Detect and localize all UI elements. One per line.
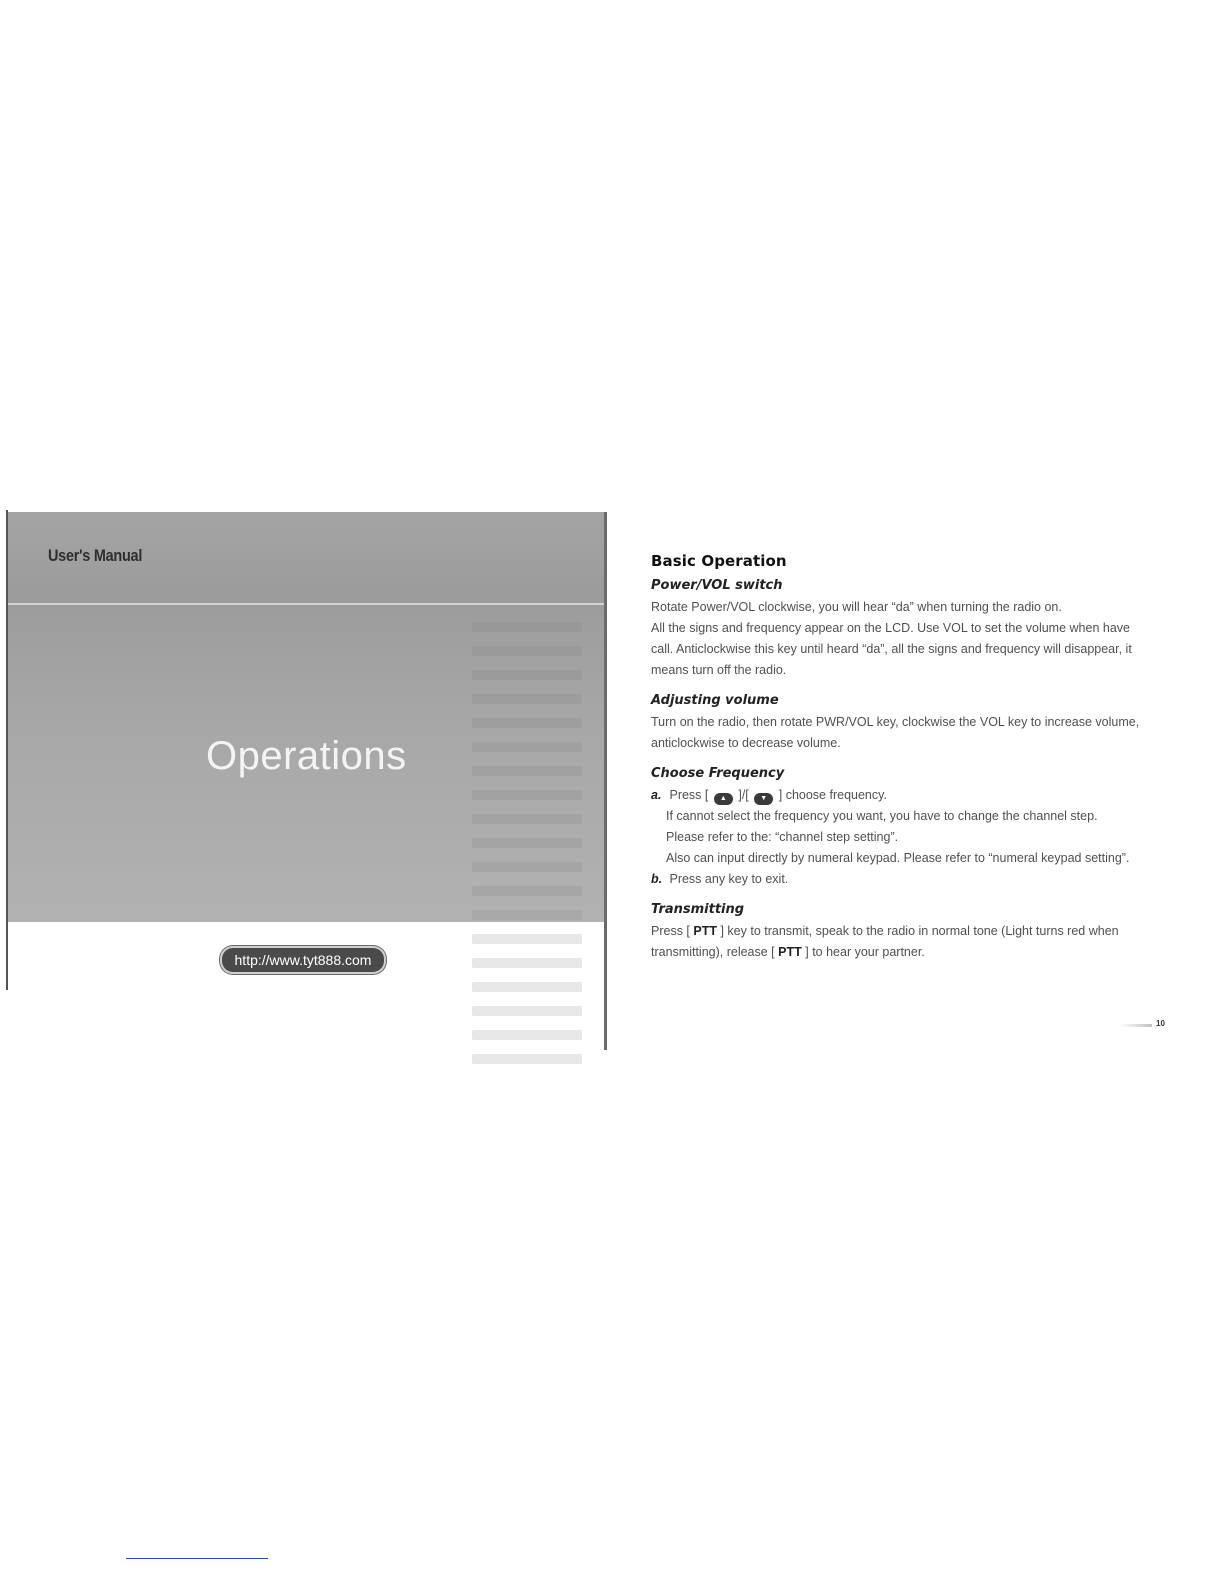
step-a-rest: ] choose frequency. [778, 788, 887, 802]
step-a [651, 785, 1176, 806]
section-title: Basic Operation [651, 552, 787, 570]
website-url-badge[interactable]: http://www.tyt888.com [220, 946, 386, 974]
transmit-partner: ] to hear your partner. [805, 945, 925, 959]
step-a-press: Press [ [669, 788, 709, 802]
transmitting-body [651, 921, 1176, 963]
text-line: Also can input directly by numeral keypad. Please refer to “numeral keypad setting”. [666, 851, 1130, 865]
adjusting-volume-section [651, 693, 1176, 754]
up-arrow-key-icon: ▲ [714, 793, 733, 805]
power-vol-heading: Power/VOL switch [651, 578, 783, 593]
text-line: All the signs and frequency appear on the LCD. Use VOL to set the volume when have [651, 621, 1130, 635]
text-line: Turn on the radio, then rotate PWR/VOL key, clockwise the VOL key to increase volume, [651, 715, 1140, 729]
transmit-release: transmitting), release [ [651, 945, 775, 959]
transmit-rest: ] key to transmit, speak to the radio in normal tone (Light turns red when [720, 924, 1119, 938]
left-page [6, 510, 606, 1020]
text-line [651, 921, 1176, 942]
power-vol-body [651, 597, 1176, 681]
transmit-press: Press [ [651, 924, 690, 938]
transmitting-heading: Transmitting [651, 902, 745, 917]
adjusting-volume-heading: Adjusting volume [651, 693, 779, 708]
manual-label: User's Manual [48, 546, 143, 565]
page-number [1120, 1019, 1165, 1028]
step-a-label: a. [651, 788, 662, 802]
step-b [651, 869, 1176, 890]
text-line: call. Anticlockwise this key until heard “da”, all the signs and frequency will disappear, it [651, 642, 1132, 656]
show-through-text [472, 622, 582, 1078]
footer-rule [126, 1558, 268, 1559]
step-b-label: b. [651, 872, 663, 886]
transmitting-section [651, 902, 1176, 963]
ptt-key-label: PTT [778, 945, 802, 959]
step-b-text: Press any key to exit. [669, 872, 789, 886]
text-line: Please refer to the: “channel step setting”. [666, 830, 899, 844]
text-line: anticlockwise to decrease volume. [651, 736, 841, 750]
cover-panel [8, 512, 606, 922]
power-vol-section [651, 578, 1176, 681]
choose-frequency-section [651, 766, 1176, 890]
book-spine [604, 512, 607, 1050]
text-line: means turn off the radio. [651, 663, 787, 677]
right-page [651, 552, 1176, 975]
page-number-text: 10 [1156, 1019, 1165, 1028]
text-line: If cannot select the frequency you want, you have to change the channel step. [666, 809, 1098, 823]
adjusting-volume-body [651, 712, 1176, 754]
choose-frequency-heading: Choose Frequency [651, 766, 785, 781]
step-a-separator: ]/[ [738, 788, 749, 802]
text-line [651, 942, 1176, 963]
down-arrow-key-icon: ▼ [754, 793, 773, 805]
text-line: Rotate Power/VOL clockwise, you will hear “da” when turning the radio on. [651, 600, 1062, 614]
ptt-key-label: PTT [693, 924, 717, 938]
choose-frequency-body [651, 785, 1176, 890]
chapter-title: Operations [206, 734, 407, 778]
panel-divider [8, 603, 606, 605]
